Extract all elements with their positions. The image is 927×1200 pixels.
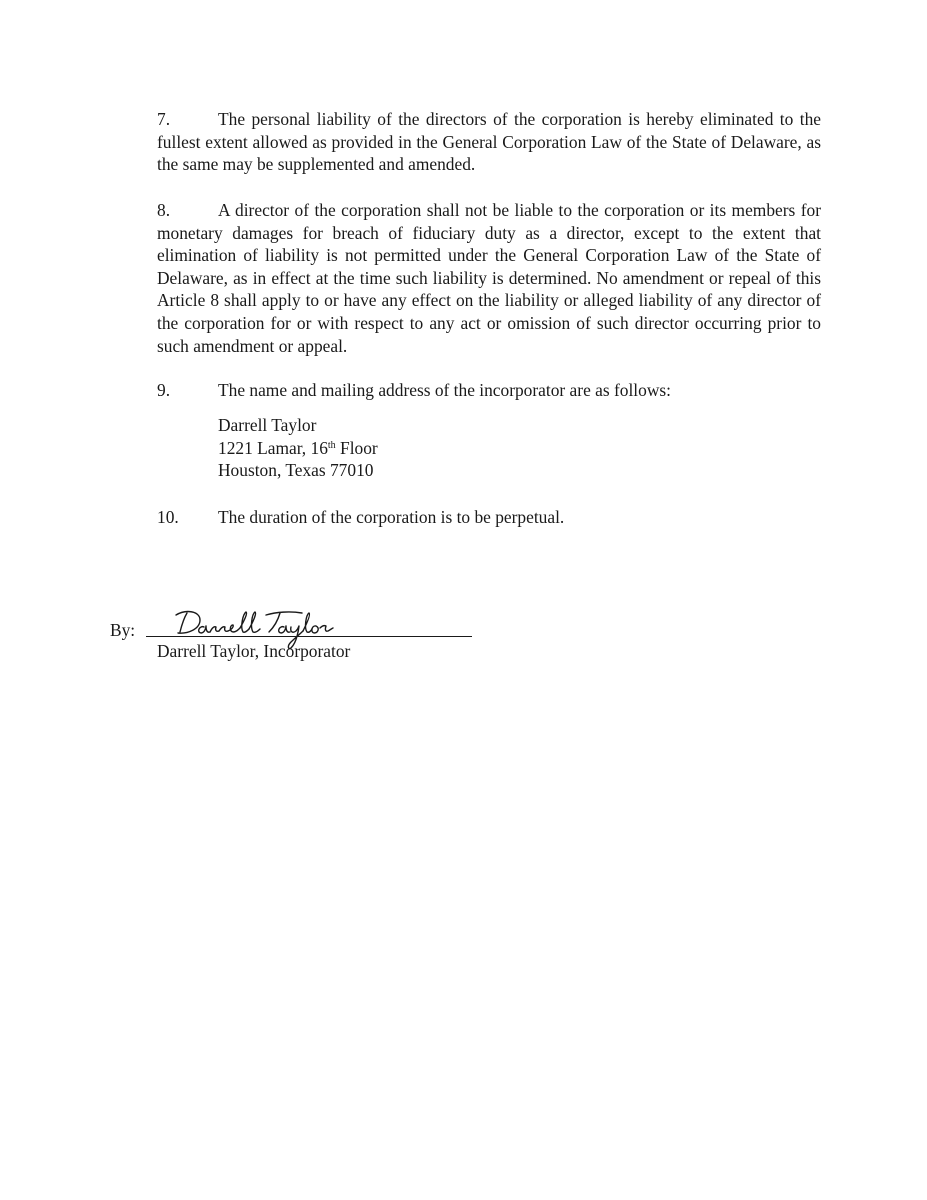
incorporator-city: Houston, Texas 77010	[218, 460, 374, 481]
article-text: A director of the corporation shall not be liable to the corporation or its members for monetary damages for breach of fiduciary duty as a director, except to the extent that elimination of liability is not permitted under the General Corporation Law of the State of Delaware, as in effect at the time such liability is determined. No amendment or repeal of this Article 8 shall apply to or have any effect on the liability or alleged liability of any director of the corporation for or with respect to any act or omission of such director occurring prior to such amendment or appeal.	[157, 200, 821, 356]
article-text: The name and mailing address of the incorporator are as follows:	[218, 380, 671, 400]
article-9-paragraph	[157, 379, 821, 402]
article-8-paragraph	[157, 199, 821, 357]
by-label: By:	[110, 620, 136, 640]
article-number: 8.	[157, 200, 171, 220]
incorporator-address	[218, 414, 378, 482]
article-text: The duration of the corporation is to be perpetual.	[218, 507, 565, 527]
signer-caption: Darrell Taylor, Incorporator	[157, 641, 351, 661]
article-number: 10.	[157, 507, 179, 527]
article-text: The personal liability of the directors of the corporation is hereby eliminated to the fullest extent allowed as provided in the General Corporation Law of the State of Delaware, as the same may be supplemented and amended.	[157, 109, 821, 175]
incorporator-street	[218, 437, 378, 460]
article-8	[157, 199, 821, 357]
article-10	[157, 506, 821, 529]
article-9	[157, 379, 821, 402]
street-prefix: 1221 Lamar, 16	[218, 437, 328, 458]
street-ordinal-suffix: th	[327, 439, 336, 451]
article-number: 7.	[157, 109, 171, 129]
street-suffix: Floor	[335, 437, 378, 458]
article-number: 9.	[157, 380, 171, 400]
article-10-paragraph	[157, 506, 821, 529]
article-7	[157, 108, 821, 176]
incorporator-name: Darrell Taylor	[218, 415, 317, 435]
article-7-paragraph	[157, 108, 821, 176]
